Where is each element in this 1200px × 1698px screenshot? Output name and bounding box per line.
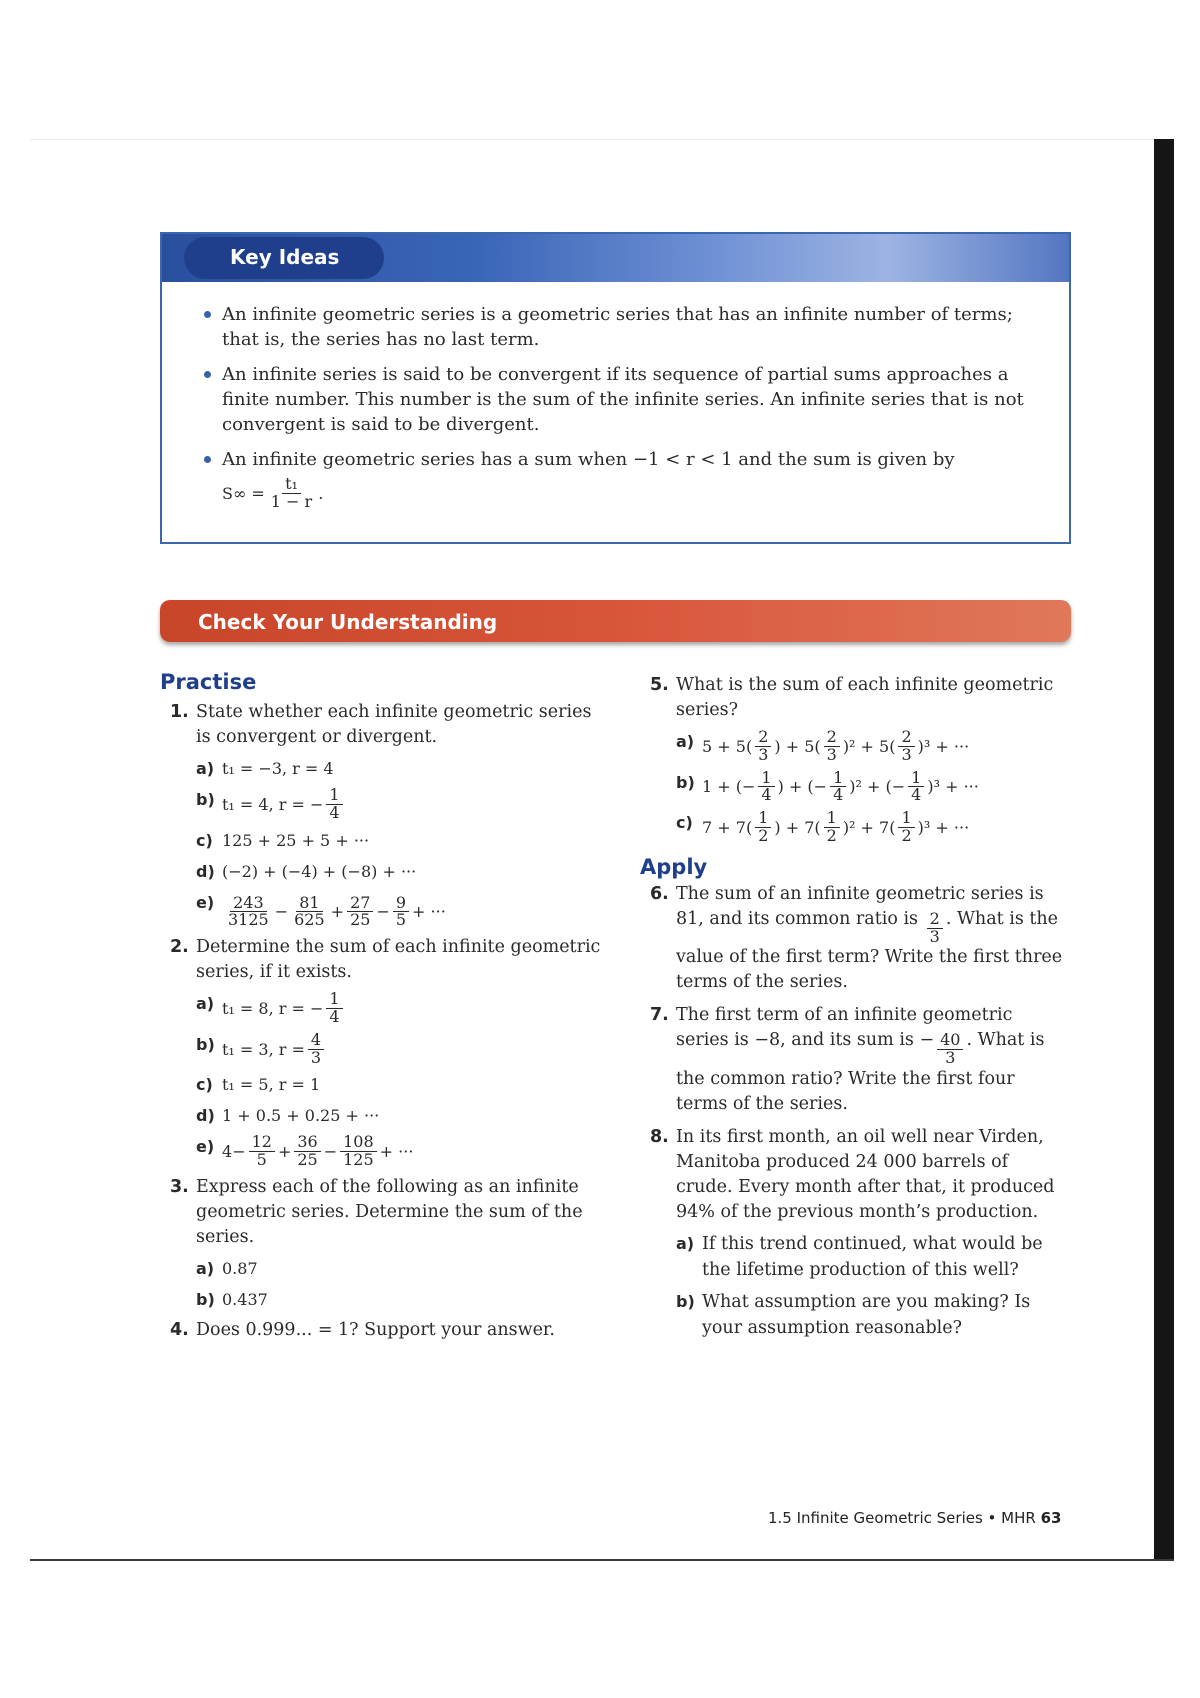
formula-fraction: $\frac{\text{t₁}}{1 - r}$ (270, 474, 313, 511)
q5-part-b: b) 1 + (− $\frac{1}{4}$ ) + (− $\frac{1}{4}$ )² + (− $\frac{1}{4}$ )³ + ··· (676, 767, 979, 805)
check-understanding-banner (160, 600, 1071, 642)
q2-part-d: d) 1 + 0.5 + 0.25 + ··· (196, 1106, 380, 1126)
question-2: 2. Determine the sum of each infinite geometric series, if it exists. a) t₁ = 8, r = − $\frac{1}{4}$ b) t₁ = 3, r = $\frac{4}{3}$ c) t₁ = 5, r = 1 d) 1 + 0.5 + 0.25 + ··· e) 4 − $\frac{12}{5}$ + $\frac{36}{25}$ − $\frac{108}{125}$ + ··· (170, 935, 610, 1169)
q1-part-a: a) t₁ = −3, r = 4 (196, 759, 334, 778)
q1-part-b: b) t₁ = 4, r = − $\frac{1}{4}$ (170, 787, 610, 822)
q8-part-a: a) If this trend continued, what would be the lifetime production of this well? (676, 1233, 1043, 1280)
question-5: 5. What is the sum of each infinite geometric series? a) 5 + 5( $\frac{2}{3}$ ) + 5( $\frac{2}{3}$ )² + 5( $\frac{2}{3}$ )³ + ··· b) 1 + (− $\frac{1}{4}$ ) + (− $\frac{1}{4}$ )² + (− $\frac{1}{4}$ )³ + ··· c) 7 + 7( $\frac{1}{2}$ ) + 7( $\frac{1}{2}$ )² + 7( $\frac{1}{2}$ )³ + ··· (650, 673, 1070, 845)
q1-part-e: e) $\frac{243}{3125}$ − $\frac{81}{625}$ + $\frac{27}{25}$ − $\frac{9}{5}$ + ··· (196, 892, 446, 930)
q3-part-b: b) 0.437 (196, 1289, 268, 1309)
bullet-dot-icon (204, 311, 211, 318)
question-3: 3. Express each of the following as an infinite geometric series. Determine the sum of the series. a) 0.87 b) 0.437 (170, 1175, 610, 1312)
q1-part-c: c) 125 + 25 + 5 + ··· (196, 830, 370, 850)
q3-part-a: a) 0.87 (196, 1258, 258, 1278)
page-footer: 1.5 Infinite Geometric Series • MHR 63 (768, 1509, 1062, 1527)
page-top-rule (30, 139, 1160, 140)
q2-part-a: a) t₁ = 8, r = − $\frac{1}{4}$ (170, 991, 610, 1026)
q8-part-b: b) What assumption are you making? Is your assumption reasonable? (676, 1291, 1031, 1338)
question-6: 6. The sum of an infinite geometric series is 81, and its common ratio is $\frac{2}{3}$ . What is the value of the first term? Write the first three terms of the series. (650, 883, 1063, 993)
question-1: 1. State whether each infinite geometric series is convergent or divergent. a) t₁ = −3, r = 4 b) t₁ = 4, r = − $\frac{1}{4}$ c) 125 + 25 + 5 + ··· d) (−2) + (−4) + (−8) + ··· e) $\frac{243}{3125}$ − $\frac{81}{625}$ + $\frac{27}{25}$ − $\frac{9}{5}$ + ··· (170, 700, 610, 929)
key-idea-3: An infinite geometric series has a sum when −1 < r < 1 and the sum is given by S∞ = $\frac{\text{t₁}}{1 - r}$ . (202, 447, 1052, 511)
key-idea-2: An infinite series is said to be convergent if its sequence of partial sums approaches a finite number. This number is the sum of the infinite series. An infinite series that is not convergent is said to be divergent. (202, 362, 1052, 437)
q1-part-d: d) (−2) + (−4) + (−8) + ··· (196, 861, 417, 881)
key-idea-1: An infinite geometric series is a geometric series that has an infinite number of terms; that is, the series has no last term. (202, 302, 1052, 352)
bullet-dot-icon (204, 456, 211, 463)
page-edge-bar (1154, 139, 1174, 1560)
q5-part-a: a) 5 + 5( $\frac{2}{3}$ ) + 5( $\frac{2}{3}$ )² + 5( $\frac{2}{3}$ )³ + ··· (676, 727, 970, 764)
practise-heading: Practise (160, 670, 257, 694)
bullet-dot-icon (204, 371, 211, 378)
key-ideas-box (160, 232, 1071, 544)
sum-formula: S∞ = $\frac{\text{t₁}}{1 - r}$ . (222, 474, 324, 511)
key-ideas-list (202, 302, 1052, 521)
key-ideas-header (162, 234, 1069, 282)
question-8: 8. In its first month, an oil well near Virden, Manitoba produced 24 000 barrels of crude. Every month after that, it produced 94% of the previous month’s production. a) If this trend continued, what would be the lifetime production of this well? b) What assumption are you making? Is your assumption reasonable? (650, 1125, 1070, 1341)
question-4: 4. Does 0.999... = 1? Support your answer. (170, 1319, 555, 1340)
page-number: 63 (1040, 1509, 1062, 1527)
left-column (170, 700, 610, 1347)
apply-heading: Apply (640, 854, 708, 879)
q2-part-b: b) t₁ = 3, r = $\frac{4}{3}$ (170, 1032, 610, 1067)
right-column (640, 673, 1070, 1347)
q2-part-e: e) 4 − $\frac{12}{5}$ + $\frac{36}{25}$ − $\frac{108}{125}$ + ··· (196, 1132, 414, 1170)
question-7: 7. The first term of an infinite geometric series is −8, and its sum is − $\frac{40}{3}$ . What is the common ratio? Write the first four terms of the series. (650, 1005, 1045, 1114)
page-bottom-rule (30, 1559, 1174, 1561)
check-understanding-title: Check Your Understanding (198, 610, 498, 634)
q5-part-c: c) 7 + 7( $\frac{1}{2}$ ) + 7( $\frac{1}{2}$ )² + 7( $\frac{1}{2}$ )³ + ··· (676, 808, 970, 845)
key-ideas-title: Key Ideas (230, 245, 340, 269)
q2-part-c: c) t₁ = 5, r = 1 (196, 1075, 321, 1095)
